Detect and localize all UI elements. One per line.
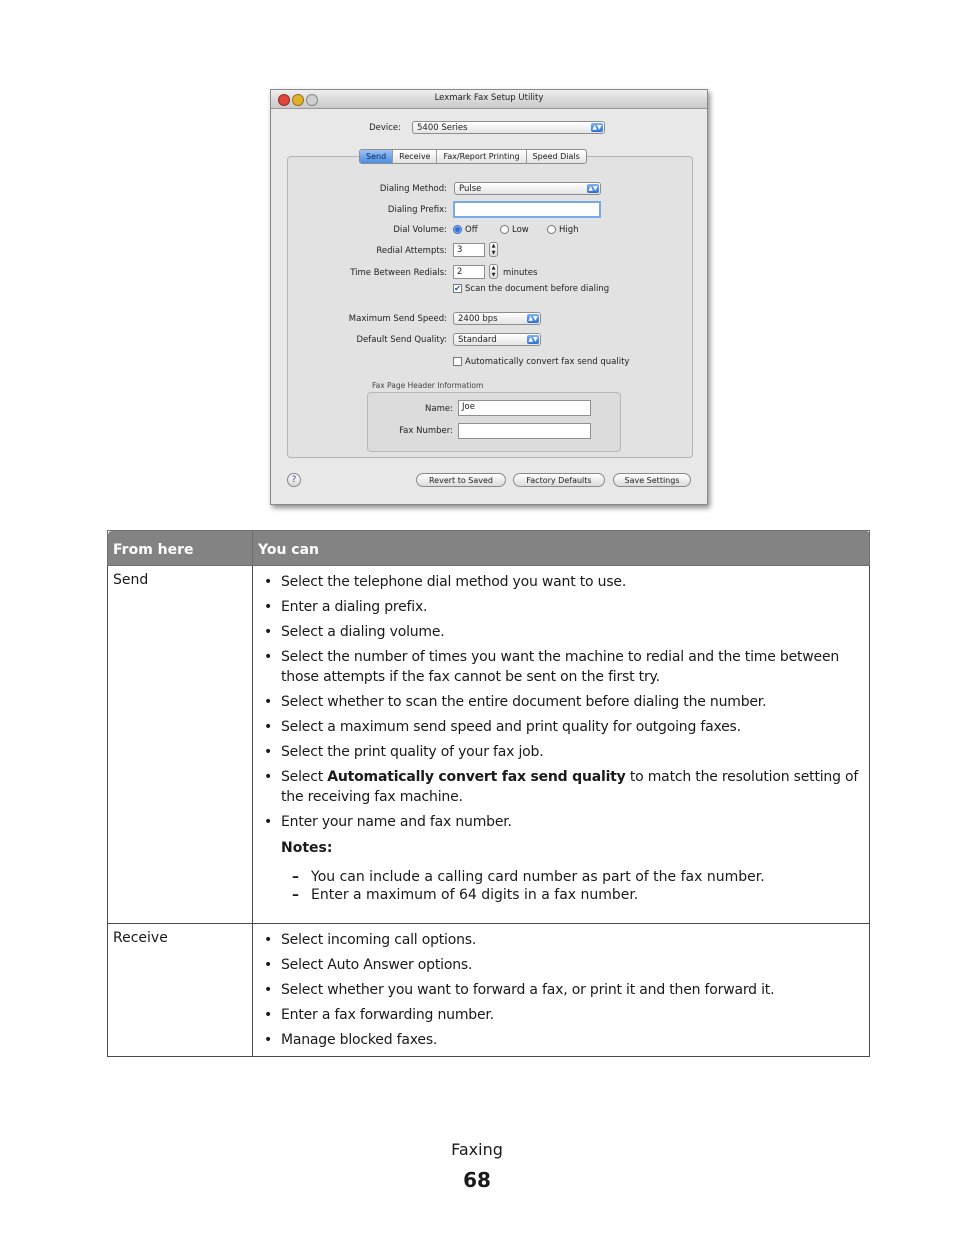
- scan-before-dialing-label: Scan the document before dialing: [465, 284, 610, 294]
- options-table: [107, 530, 870, 1057]
- dialing-method-select[interactable]: [454, 182, 601, 195]
- time-between-redials-label: Time Between Redials:: [350, 268, 447, 278]
- note-item: – Enter a maximum of 64 digits in a fax number.: [258, 886, 865, 904]
- redial-attempts-label: Redial Attempts:: [376, 246, 447, 256]
- header-group-title: Fax Page Header Informatiom: [372, 381, 484, 390]
- redial-attempts-input[interactable]: 3: [453, 243, 485, 257]
- name-input[interactable]: Joe: [458, 400, 591, 416]
- dialing-method-label: Dialing Method:: [379, 184, 447, 194]
- auto-item-post: to match the resolution setting of the receiving fax machine.: [281, 769, 859, 805]
- table-row-receive: [108, 924, 870, 1057]
- tab-speed-dials[interactable]: Speed Dials: [532, 152, 580, 161]
- section-name: Faxing: [451, 1140, 503, 1159]
- column-header-from-here: From here: [108, 531, 253, 566]
- list-item: • Enter a dialing prefix.: [258, 597, 865, 617]
- list-item: • Select the number of times you want the machine to redial and the time between those attempts if the fax cannot be sent on the first try.: [258, 647, 865, 687]
- dialing-method-value: Pulse: [459, 184, 482, 194]
- dial-volume-label: Dial Volume:: [393, 225, 447, 235]
- window-titlebar: [271, 90, 707, 109]
- name-label: Name:: [425, 404, 453, 414]
- save-settings-button[interactable]: Save Settings: [613, 473, 691, 487]
- list-item: • Manage blocked faxes.: [258, 1030, 865, 1050]
- volume-off-label: Off: [465, 225, 478, 235]
- send-quality-value: Standard: [458, 335, 497, 345]
- dialing-prefix-input[interactable]: [453, 201, 601, 218]
- factory-defaults-button[interactable]: Factory Defaults: [513, 473, 605, 487]
- revert-to-saved-button[interactable]: Revert to Saved: [416, 473, 506, 487]
- chevron-updown-icon: ▲▼: [592, 124, 602, 131]
- tab-receive[interactable]: Receive: [393, 150, 437, 163]
- volume-high-radio[interactable]: [547, 225, 556, 234]
- page-number: 68: [463, 1168, 491, 1192]
- max-send-speed-select[interactable]: [453, 312, 541, 325]
- chevron-updown-icon: ▲▼: [528, 315, 538, 322]
- volume-high-label: High: [559, 225, 579, 235]
- table-row-send: [108, 566, 870, 924]
- column-header-you-can: You can: [253, 531, 870, 566]
- volume-off-radio[interactable]: [453, 225, 462, 234]
- receive-options-list: [258, 930, 865, 1050]
- list-item: • Select whether to scan the entire document before dialing the number.: [258, 692, 865, 712]
- scan-before-dialing-checkbox[interactable]: ✔: [454, 284, 461, 293]
- auto-convert-label: Automatically convert fax send quality: [465, 357, 630, 367]
- table-header-row: [108, 531, 870, 566]
- list-item: • Select the print quality of your fax job.: [258, 742, 865, 762]
- note-item: – You can include a calling card number as part of the fax number.: [258, 868, 865, 886]
- fax-number-input[interactable]: [458, 423, 591, 439]
- volume-low-label: Low: [512, 225, 529, 235]
- row-label-send: Send: [108, 566, 253, 924]
- chevron-updown-icon: ▲▼: [528, 336, 538, 343]
- receive-options-cell: [253, 924, 870, 1057]
- send-quality-select[interactable]: [453, 333, 541, 346]
- list-item: • Select a maximum send speed and print quality for outgoing faxes.: [258, 717, 865, 737]
- device-label: Device:: [369, 123, 401, 133]
- list-item: • Select Auto Answer options.: [258, 955, 865, 975]
- dialing-prefix-label: Dialing Prefix:: [387, 205, 447, 215]
- max-send-speed-label: Maximum Send Speed:: [348, 314, 447, 324]
- time-between-redials-input[interactable]: 2: [453, 265, 485, 279]
- notes-list: [258, 868, 865, 904]
- send-options-list: [258, 572, 865, 832]
- fax-number-label: Fax Number:: [399, 426, 453, 436]
- send-options-cell: [253, 566, 870, 924]
- device-value: 5400 Series: [417, 123, 468, 133]
- volume-low-radio[interactable]: [500, 225, 509, 234]
- fax-setup-window: [270, 89, 708, 505]
- auto-item-bold: Automatically convert fax send quality: [327, 769, 626, 785]
- list-item: • Select whether you want to forward a fax, or print it and then forward it.: [258, 980, 865, 1000]
- max-send-speed-value: 2400 bps: [458, 314, 498, 324]
- device-select[interactable]: [412, 121, 605, 134]
- tab-fax-report-printing[interactable]: Fax/Report Printing: [437, 150, 526, 163]
- chevron-updown-icon: ▲▼: [588, 185, 598, 192]
- minutes-label: minutes: [503, 268, 538, 278]
- time-between-redials-stepper[interactable]: ▲ ▼: [489, 264, 498, 279]
- window-title: Lexmark Fax Setup Utility: [434, 93, 544, 103]
- notes-title: Notes:: [281, 840, 333, 856]
- tab-bar: [359, 149, 587, 164]
- auto-convert-checkbox[interactable]: [453, 357, 462, 366]
- auto-item-pre: Select: [281, 769, 328, 785]
- row-label-receive: Receive: [108, 924, 253, 1057]
- list-item: • Select incoming call options.: [258, 930, 865, 950]
- list-item: • Enter your name and fax number.: [258, 812, 865, 832]
- list-item: • Select a dialing volume.: [258, 622, 865, 642]
- redial-attempts-stepper[interactable]: ▲ ▼: [489, 242, 498, 257]
- list-item: • Enter a fax forwarding number.: [258, 1005, 865, 1025]
- tab-send[interactable]: Send: [360, 150, 393, 163]
- help-button[interactable]: ?: [287, 473, 301, 487]
- list-item: [258, 767, 865, 807]
- send-quality-label: Default Send Quality:: [356, 335, 447, 345]
- list-item: • Select the telephone dial method you want to use.: [258, 572, 865, 592]
